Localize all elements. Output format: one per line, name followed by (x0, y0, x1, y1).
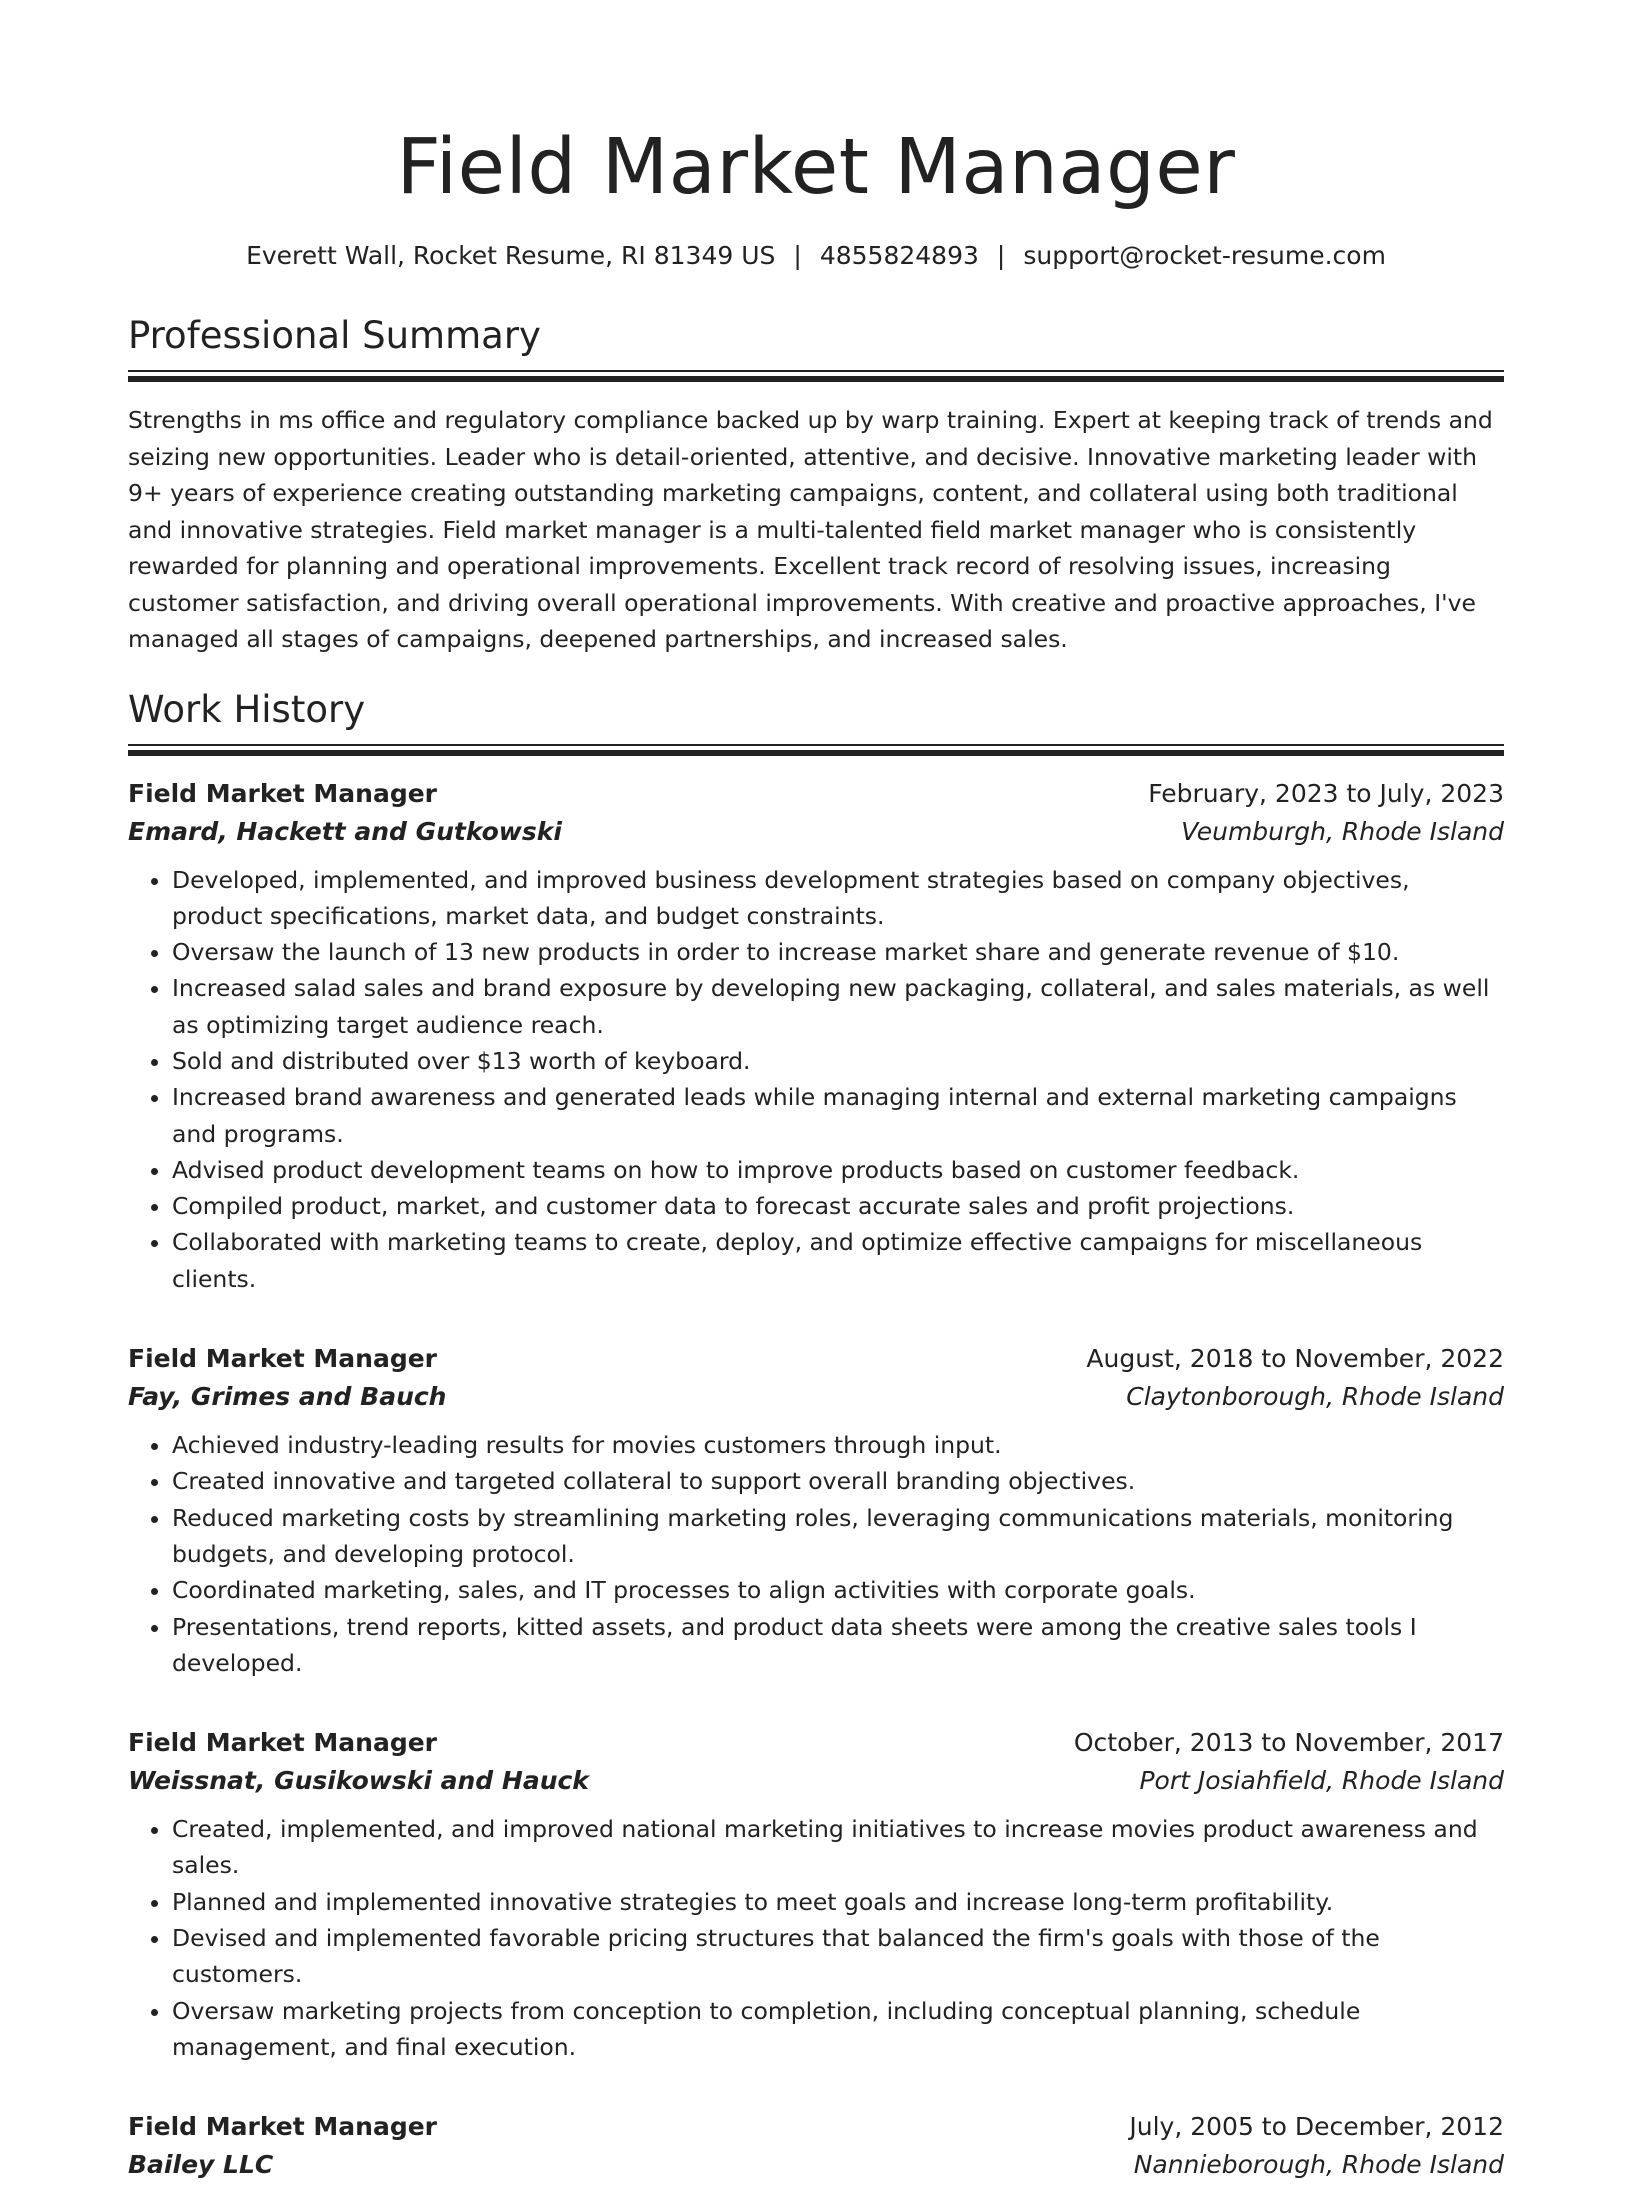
job-location: Nannieborough, Rhode Island (1133, 2150, 1504, 2180)
job-bullet: • Presentations, trend reports, kitted assets, and product data sheets were among the creative sales tools I developed. (172, 1609, 1504, 1682)
job-subheader-row (128, 1377, 1504, 1417)
contact-separator: | (996, 241, 1006, 270)
job-bullet: • Collaborated with marketing teams to create, deploy, and optimize effective campaigns for miscellaneous clients. (172, 1224, 1504, 1297)
job-entry (128, 776, 1504, 1298)
section-divider (128, 744, 1504, 756)
contact-line (128, 238, 1504, 274)
contact-email: support@rocket-resume.com (1023, 241, 1386, 270)
job-bullet: • Increased brand awareness and generated leads while managing internal and external marketing campaigns and programs. (172, 1079, 1504, 1152)
job-dates: July, 2005 to December, 2012 (1129, 2112, 1504, 2142)
job-bullets (128, 1811, 1504, 2065)
job-location: Veumburgh, Rhode Island (1181, 816, 1504, 846)
summary-text: Strengths in ms office and regulatory compliance backed up by warp training. Expert at keeping track of trends and seizing new opportunities. Leader who is detail-oriented, attentive, and decisive. Innovative marketing leader with 9+ years of experience creating outstanding marketing campaigns, content, and collateral using both traditional and innovative strategies. Field market manager is a multi-talented field market manager who is consistently rewarded for planning and operational improvements. Excellent track record of resolving issues, increasing customer satisfaction, and driving overall operational improvements. With creative and proactive approaches, I've managed all stages of campaigns, deepened partnerships, and increased sales. (128, 406, 1493, 653)
job-company: Bailey LLC (128, 2150, 274, 2180)
job-bullet: • Advised product development teams on how to improve products based on customer feedback. (172, 1152, 1504, 1188)
job-dates: February, 2023 to July, 2023 (1148, 778, 1504, 808)
job-bullets (128, 862, 1504, 1298)
job-entry (128, 1725, 1504, 2065)
job-dates: August, 2018 to November, 2022 (1086, 1344, 1504, 1374)
contact-address: Everett Wall, Rocket Resume, RI 81349 US (246, 241, 776, 270)
job-header-row (128, 2109, 1504, 2145)
job-bullet: • Created, implemented, and improved national marketing initiatives to increase movies product awareness and sales. (172, 1811, 1504, 1884)
job-company: Fay, Grimes and Bauch (128, 1382, 447, 1412)
job-subheader-row (128, 2145, 1504, 2185)
job-title: Field Market Manager (128, 1728, 438, 1758)
job-subheader-row (128, 1761, 1504, 1801)
job-title: Field Market Manager (128, 2112, 438, 2142)
job-bullet: • Oversaw marketing projects from conception to completion, including conceptual planning, schedule management, and final execution. (172, 1993, 1504, 2066)
job-entry (128, 1341, 1504, 1681)
job-location: Port Josiahfield, Rhode Island (1139, 1766, 1504, 1796)
job-bullet: • Developed, implemented, and improved business development strategies based on company objectives, product specifications, market data, and budget constraints. (172, 862, 1504, 935)
contact-separator: | (793, 241, 802, 270)
job-company: Emard, Hackett and Gutkowski (128, 816, 562, 846)
section-divider (128, 370, 1504, 382)
contact-phone: 4855824893 (819, 241, 979, 270)
job-bullet: • Planned and implemented innovative strategies to meet goals and increase long-term profitability. (172, 1884, 1504, 1920)
job-bullet: • Compiled product, market, and customer data to forecast accurate sales and profit projections. (172, 1188, 1504, 1224)
resume-title: Field Market Manager (396, 123, 1236, 212)
job-title: Field Market Manager (128, 1344, 438, 1374)
job-bullet: • Created innovative and targeted collateral to support overall branding objectives. (172, 1463, 1504, 1499)
job-bullet: • Achieved industry-leading results for movies customers through input. (172, 1427, 1504, 1463)
job-dates: October, 2013 to November, 2017 (1073, 1728, 1504, 1758)
summary-heading: Professional Summary (128, 314, 541, 357)
job-entry (128, 2109, 1504, 2185)
job-header-row (128, 1341, 1504, 1377)
job-bullet: • Oversaw the launch of 13 new products in order to increase market share and generate revenue of $10. (172, 934, 1504, 970)
job-bullet: • Coordinated marketing, sales, and IT processes to align activities with corporate goals. (172, 1572, 1504, 1608)
work-history-heading: Work History (128, 687, 366, 731)
job-bullet: • Sold and distributed over $13 worth of keyboard. (172, 1043, 1504, 1079)
job-location: Claytonborough, Rhode Island (1126, 1382, 1504, 1412)
job-bullet: • Increased salad sales and brand exposure by developing new packaging, collateral, and sales materials, as well as optimizing target audience reach. (172, 970, 1504, 1043)
job-bullet: • Devised and implemented favorable pricing structures that balanced the firm's goals with those of the customers. (172, 1920, 1504, 1993)
job-bullet: • Reduced marketing costs by streamlining marketing roles, leveraging communications materials, monitoring budgets, and developing protocol. (172, 1500, 1504, 1573)
job-header-row (128, 776, 1504, 812)
job-header-row (128, 1725, 1504, 1761)
job-subheader-row (128, 812, 1504, 852)
job-title: Field Market Manager (128, 778, 438, 808)
job-bullets (128, 1427, 1504, 1681)
job-company: Weissnat, Gusikowski and Hauck (128, 1766, 589, 1796)
